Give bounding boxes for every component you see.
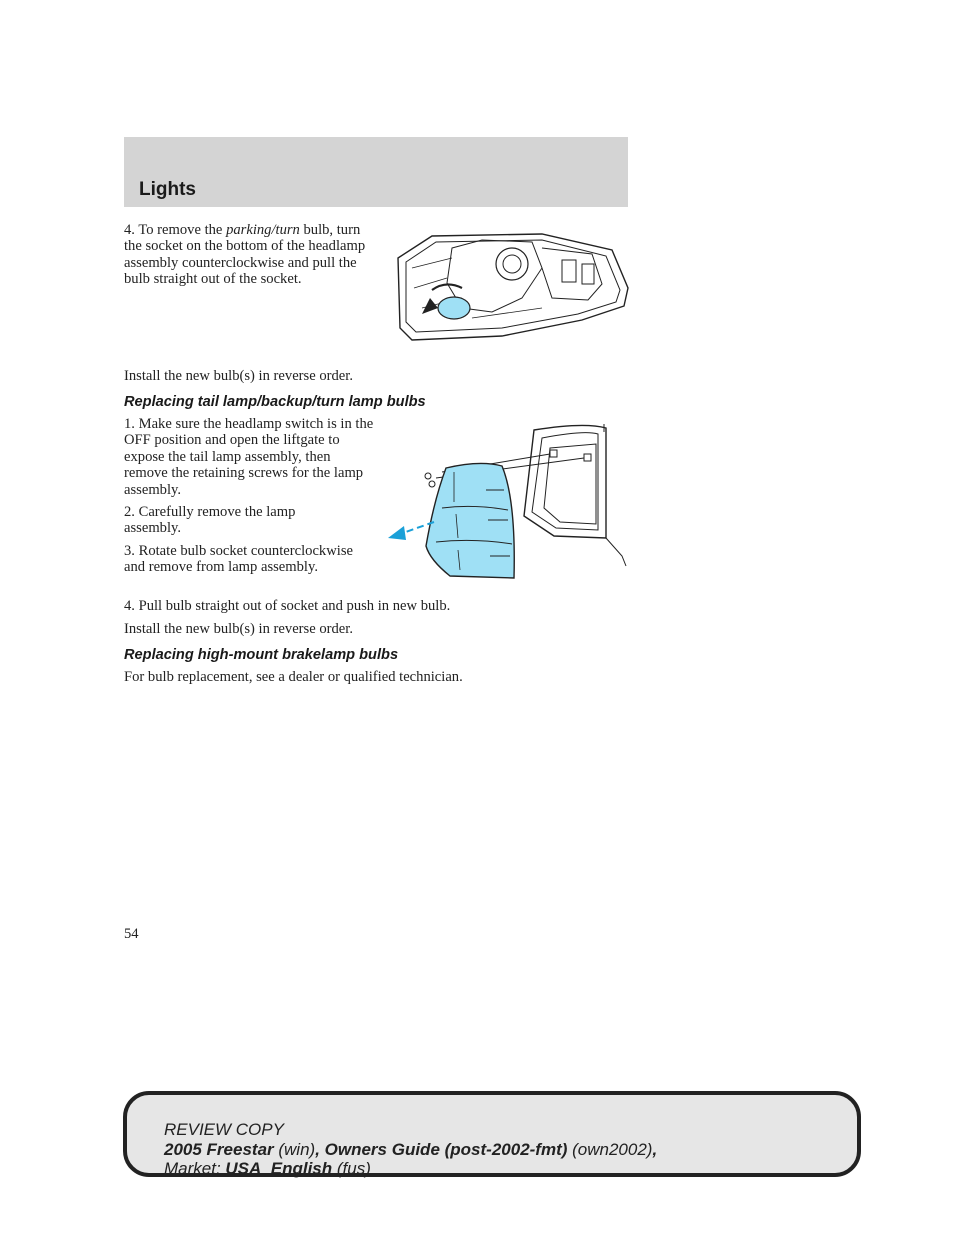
tail-lamp-heading: Replacing tail lamp/backup/turn lamp bulbs: [124, 394, 426, 410]
footer-comma: ,: [652, 1140, 658, 1159]
page-title: Lights: [139, 179, 196, 200]
screw-icon: [429, 481, 435, 487]
install-reverse-front: Install the new bulb(s) in reverse order.: [124, 368, 353, 384]
remove-direction-arrow-icon: [388, 526, 406, 540]
tail-step-4: 4. Pull bulb straight out of socket and push in new bulb.: [124, 598, 451, 614]
footer-market-code: (fus): [332, 1159, 371, 1178]
footer-model-code: (win): [273, 1140, 316, 1159]
footer-model: 2005 Freestar: [164, 1140, 274, 1159]
step-4-front: [124, 222, 374, 288]
section-header: [124, 137, 628, 207]
step-4-front-text-a: 4. To remove the: [124, 222, 227, 238]
screw-icon: [425, 473, 431, 479]
footer-market-line: [164, 1160, 371, 1178]
review-copy-footer: [123, 1091, 861, 1177]
install-reverse-tail: Install the new bulb(s) in reverse order.: [124, 621, 353, 637]
tail-lamp-lens: [426, 463, 514, 578]
high-mount-heading: Replacing high-mount brakelamp bulbs: [124, 647, 399, 663]
page-number: 54: [124, 926, 139, 942]
footer-market: USA_English: [225, 1159, 333, 1178]
footer-guide-code: (own2002): [567, 1140, 653, 1159]
step-4-front-text-b: bulb, turn the socket on the bottom of the headlamp assembly counterclockwise and pull the bulb straight out of the socket.: [124, 222, 366, 288]
high-mount-text: For bulb replacement, see a dealer or qualified technician.: [124, 669, 463, 685]
tail-step-1: 1. Make sure the headlamp switch is in the OFF position and open the liftgate to expose the tail lamp assembly, then remove the retaining screws for the lamp assembly.: [124, 416, 374, 498]
review-copy-label: REVIEW COPY: [164, 1120, 284, 1139]
tail-step-3: 3. Rotate bulb socket counterclockwise and remove from lamp assembly.: [124, 543, 353, 576]
footer-guide-line: [164, 1141, 657, 1159]
bulb-socket-icon: [438, 297, 470, 319]
tail-lamp-illustration: [384, 420, 630, 580]
tail-step-2: 2. Carefully remove the lamp assembly.: [124, 504, 296, 537]
footer-guide: , Owners Guide (post-2002-fmt): [315, 1140, 568, 1159]
step-4-front-emphasis: parking/turn: [226, 222, 300, 238]
footer-market-label: Market:: [164, 1159, 226, 1178]
headlamp-illustration: [392, 228, 632, 346]
